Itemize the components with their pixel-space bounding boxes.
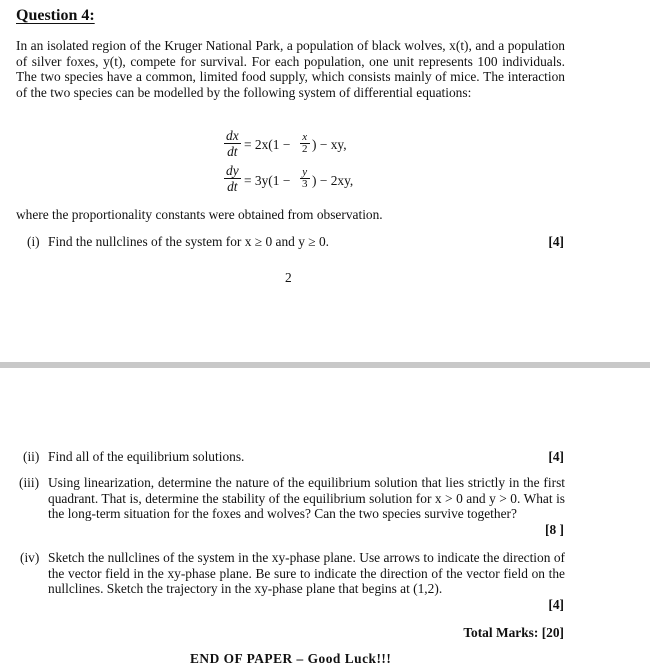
part-label: (iv) [20, 550, 40, 565]
page-number: 2 [285, 270, 292, 285]
part-marks: [4] [548, 234, 564, 249]
where-text: where the proportionality constants were obtained from observation. [16, 207, 383, 222]
inner-numerator: x [302, 131, 308, 143]
part-label: (ii) [23, 449, 40, 464]
part-text: Using linearization, determine the nature of the equilibrium solution that lies strictly in the first quadrant. That is, determine the stability of the equilibrium solution for x > 0 and y > 0. What is the long-term situation for the foxes and wolves? Can the two species survive together? [48, 475, 565, 522]
equation-dx [0, 128, 650, 162]
derivative-denominator: dt [227, 144, 238, 159]
inner-denominator: 2 [302, 143, 308, 155]
equation-rest: ) − xy, [312, 137, 347, 152]
inner-numerator: y [302, 166, 308, 178]
part-marks: [4] [548, 597, 564, 612]
page-2 [0, 368, 650, 666]
equation-body: = 2x(1 − [244, 137, 291, 152]
part-text: Find the nullclines of the system for x ≥ 0 and y ≥ 0. [48, 234, 329, 249]
part-label: (iii) [19, 475, 40, 490]
equation-body: = 3y(1 − [244, 173, 291, 188]
derivative-fraction [224, 128, 241, 159]
part-marks: [8 ] [545, 522, 564, 537]
derivative-numerator: dy [226, 163, 239, 178]
derivative-numerator: dx [226, 128, 239, 143]
inner-fraction [300, 167, 310, 190]
question-title: Question 4: [16, 7, 95, 24]
end-of-paper: END OF PAPER – Good Luck!!! [190, 651, 392, 666]
total-marks: Total Marks: [20] [463, 625, 564, 640]
equation-rest: ) − 2xy, [312, 173, 354, 188]
question-intro: In an isolated region of the Kruger National Park, a population of black wolves, x(t), and a population of silver foxes, y(t), compete for survival. For each population, one unit represents 100 individuals. The two species have a common, limited food supply, which consists mainly of mice. The interaction of the two species can be modelled by the following system of differential equations: [16, 38, 565, 100]
equation-dy [0, 163, 650, 197]
part-text: Sketch the nullclines of the system in the xy-phase plane. Use arrows to indicate the direction of the vector field in the xy-phase plane. Be sure to indicate the direction of the vector field on the nullclines. Sketch the trajectory in the xy-phase plane that begins at (1,2). [48, 550, 565, 597]
part-text: Find all of the equilibrium solutions. [48, 449, 245, 464]
part-label: (i) [27, 234, 40, 249]
part-marks: [4] [548, 449, 564, 464]
inner-denominator: 3 [302, 178, 308, 190]
derivative-denominator: dt [227, 179, 238, 194]
derivative-fraction [224, 163, 241, 194]
inner-fraction [300, 132, 310, 155]
